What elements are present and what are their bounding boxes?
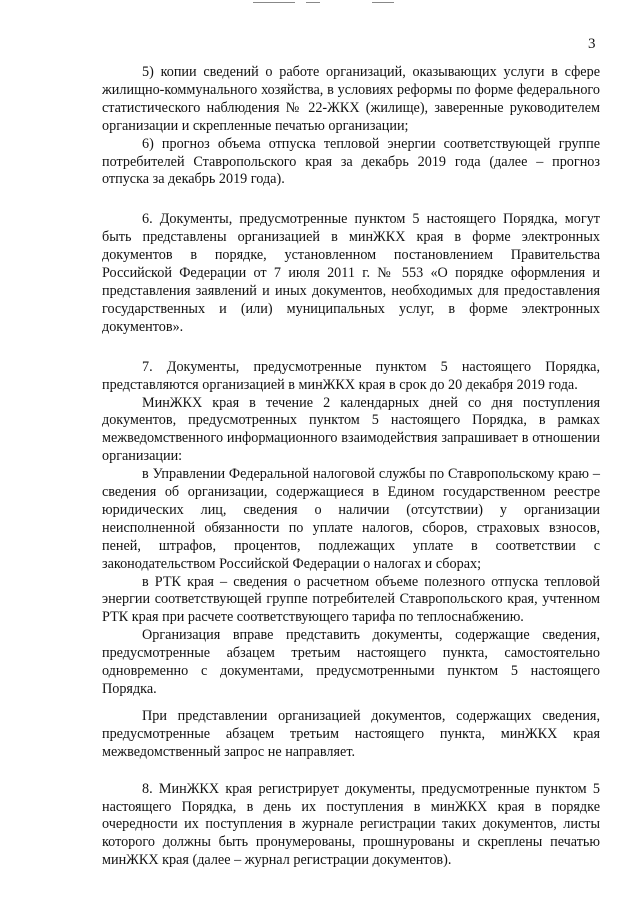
paragraph: При представлении организацией документов, содержащих сведения, предусмотренные абзацем третьим настоящего пункта, минЖКХ края межведомственный запрос не направляет.: [102, 707, 600, 760]
document-body: [102, 64, 600, 870]
page-number: 3: [588, 36, 596, 52]
paragraph: 6. Документы, предусмотренные пунктом 5 настоящего Порядка, могут быть представлены организацией в минЖКХ края в форме электронных документов в порядке, установленном постановлением Правительства Российской Федерации от 7 июля 2011 г. № 553 «О порядке оформления и представления заявлений и иных документов, необходимых для предоставления государственных и (или) муниципальных услуг, в форме электронных документов».: [102, 211, 600, 335]
scan-artifact-mark: [253, 2, 295, 3]
paragraph: МинЖКХ края в течение 2 календарных дней со дня поступления документов, предусмотренных пунктом 5 настоящего Порядка, в рамках межведомственного информационного взаимодействия запрашивает в отношении организации:: [102, 394, 600, 465]
paragraph: в РТК края – сведения о расчетном объеме полезного отпуска тепловой энергии соответствующей группе потребителей Ставропольского края, учтенном РТК края при расчете соответствующего тарифа по теплоснабжению.: [102, 573, 600, 626]
paragraph: 7. Документы, предусмотренные пунктом 5 настоящего Порядка, представляются организацией в минЖКХ края в срок до 20 декабря 2019 года.: [102, 358, 600, 393]
paragraph: в Управлении Федеральной налоговой службы по Ставропольскому краю – сведения об организации, содержащиеся в Едином государственном реестре юридических лиц, сведения о наличии (отсутствии) у организации неисполненной обязанности по уплате налогов, сборов, страховых взносов, пеней, штрафов, процентов, подлежащих уплате в соответствии с законодательством Российской Федерации о налогах и сборах;: [102, 466, 600, 572]
paragraph: 8. МинЖКХ края регистрирует документы, предусмотренные пунктом 5 настоящего Порядка, в день их поступления в минЖКХ края в порядке очередности их поступления в журнале регистрации таких документов, листы которого должны быть пронумерованы, прошнурованы и скреплены печатью минЖКХ края (далее – журнал регистрации документов).: [102, 780, 600, 869]
paragraph: Организация вправе представить документы, содержащие сведения, предусмотренные абзацем третьим настоящего пункта, самостоятельно одновременно с документами, предусмотренными пунктом 5 настоящего Порядка.: [102, 627, 600, 697]
paragraph: 5) копии сведений о работе организаций, оказывающих услуги в сфере жилищно-коммунального хозяйства, в условиях реформы по форме федерального статистического наблюдения № 22-ЖКХ (жилище), заверенные руководителем организации и скрепленные печатью организации;: [102, 64, 600, 134]
scan-artifact-mark: [372, 2, 394, 3]
scan-artifact-mark: [306, 2, 320, 3]
paragraph: 6) прогноз объема отпуска тепловой энергии соответствующей группе потребителей Ставропольского края за декабрь 2019 года (далее – прогноз отпуска за декабрь 2019 года).: [102, 135, 600, 188]
